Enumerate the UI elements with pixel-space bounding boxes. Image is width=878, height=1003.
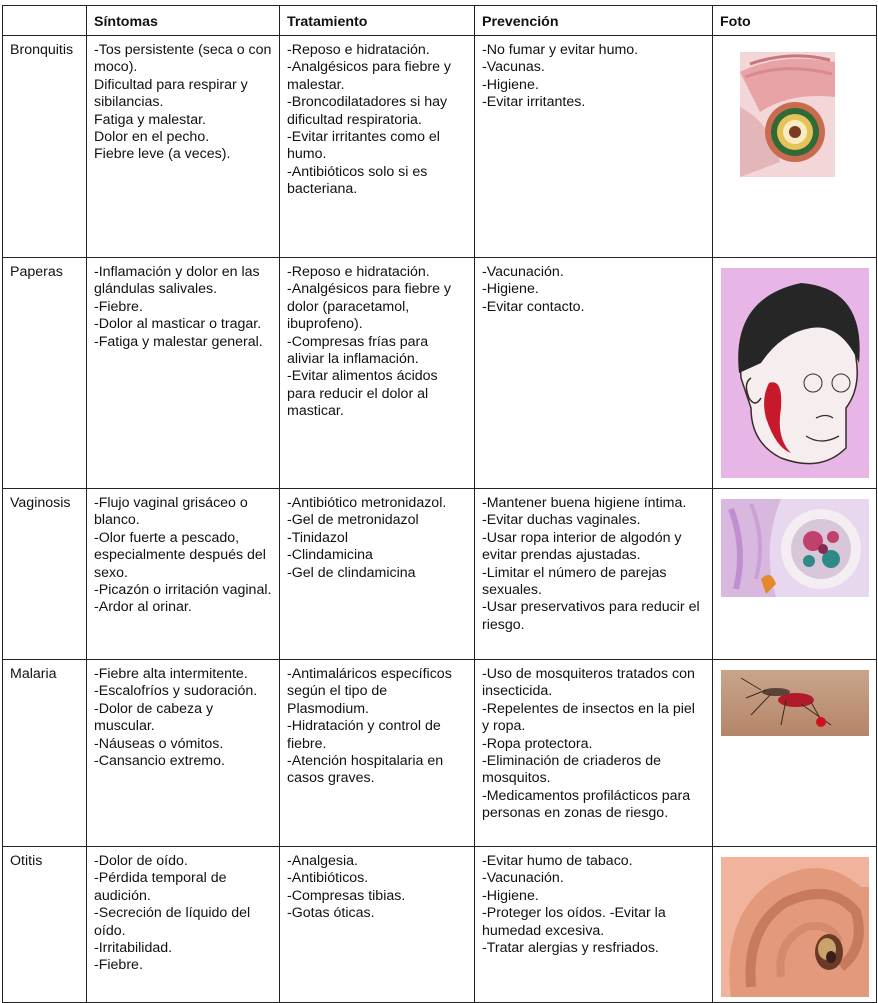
list-item: -No fumar y evitar humo.	[482, 42, 639, 58]
list-item: -Evitar alimentos ácidos para reducir el dolor al masticar.	[287, 368, 438, 420]
list-item: -Limitar el número de parejas sexuales.	[482, 564, 667, 599]
bronchus-cross-section-illustration	[740, 52, 840, 182]
list-item: -Evitar irritantes.	[482, 94, 586, 111]
list-item: -Reposo e hidratación.	[287, 42, 430, 58]
header-prevention: Prevención	[475, 6, 713, 36]
treatment-cell	[280, 847, 475, 1003]
list-item: -Proteger los oídos. -Evitar la humedad excesiva.	[482, 905, 666, 939]
treatment-cell	[280, 660, 475, 847]
prevention-cell	[475, 847, 713, 1003]
list-item: -Pérdida temporal de audición.	[94, 870, 227, 904]
list-item: -Vacunación.	[482, 870, 564, 887]
list-item: Dolor en el pecho.	[94, 129, 210, 146]
list-item: -Hidratación y control de fiebre.	[287, 718, 441, 752]
list-item: -Dolor de cabeza y muscular.	[94, 700, 214, 735]
list-item: -Higiene.	[482, 76, 539, 93]
list-item: -Antibióticos.	[287, 870, 369, 887]
child-swollen-parotid-illustration	[721, 268, 869, 478]
table-row	[3, 36, 877, 258]
photo-cell	[713, 847, 877, 1003]
diseases-table	[2, 5, 877, 1003]
list-item: -Fiebre.	[94, 298, 143, 315]
list-item: -Antimaláricos específicos según el tipo de Plasmodium.	[287, 666, 452, 717]
disease-name: Bronquitis	[3, 36, 87, 258]
infected-ear-photo	[721, 857, 869, 997]
list-item: -Higiene.	[482, 887, 539, 904]
list-item: -Escalofríos y sudoración.	[94, 683, 258, 700]
list-item: -Compresas frías para aliviar la inflamación.	[287, 333, 429, 368]
list-item: -Eliminación de criaderos de mosquitos.	[482, 753, 662, 787]
list-item: -Antibiótico metronidazol.	[287, 495, 447, 511]
list-item: -Dolor al masticar o tragar.	[94, 316, 262, 333]
list-item: -Evitar humo de tabaco.	[482, 853, 633, 869]
treatment-cell	[280, 258, 475, 489]
list-item: -Flujo vaginal grisáceo o blanco.	[94, 495, 248, 529]
photo-cell	[713, 489, 877, 660]
header-treatment: Tratamiento	[280, 6, 475, 36]
disease-name: Malaria	[3, 660, 87, 847]
list-item: -Gel de metronidazol	[287, 512, 419, 529]
list-item: -Cansancio extremo.	[94, 753, 225, 770]
disease-name: Vaginosis	[3, 489, 87, 660]
list-item: -Fiebre.	[94, 957, 143, 974]
list-item: -Tinidazol	[287, 529, 348, 546]
table-row	[3, 258, 877, 489]
photo-cell	[713, 36, 877, 258]
symptoms-cell	[87, 258, 280, 489]
mosquito-on-skin-photo	[721, 670, 869, 736]
list-item: -Analgesia.	[287, 853, 358, 869]
prevention-cell	[475, 660, 713, 847]
disease-name: Otitis	[3, 847, 87, 1003]
list-item: -Vacunación.	[482, 264, 564, 280]
list-item: -Higiene.	[482, 281, 539, 298]
prevention-cell	[475, 489, 713, 660]
photo-cell	[713, 660, 877, 847]
symptoms-cell	[87, 847, 280, 1003]
list-item: -Fatiga y malestar general.	[94, 333, 263, 350]
prevention-cell	[475, 36, 713, 258]
list-item: -Evitar contacto.	[482, 298, 585, 315]
list-item: -Compresas tibias.	[287, 887, 406, 904]
header-photo: Foto	[713, 6, 877, 36]
list-item: -Irritabilidad.	[94, 940, 173, 957]
list-item: -Fiebre alta intermitente.	[94, 666, 248, 682]
list-item: -Gel de clindamicina	[287, 564, 416, 581]
list-item: -Tos persistente (seca o con moco).	[94, 42, 272, 76]
list-item: -Analgésicos para fiebre y dolor (paracetamol, ibuprofeno).	[287, 281, 452, 333]
header-row	[3, 6, 877, 36]
list-item: -Dolor de oído.	[94, 853, 188, 869]
list-item: Fiebre leve (a veces).	[94, 146, 231, 163]
list-item: -Tratar alergias y resfriados.	[482, 940, 659, 957]
list-item: -Uso de mosquiteros tratados con insecticida.	[482, 666, 695, 700]
list-item: -Mantener buena higiene íntima.	[482, 495, 687, 511]
list-item: -Broncodilatadores si hay dificultad respiratoria.	[287, 94, 448, 128]
list-item: -Usar preservativos para reducir el riesgo.	[482, 599, 700, 633]
list-item: Fatiga y malestar.	[94, 111, 206, 128]
prevention-cell	[475, 258, 713, 489]
list-item: -Analgésicos para fiebre y malestar.	[287, 59, 452, 93]
list-item: -Picazón o irritación vaginal.	[94, 582, 272, 599]
list-item: -Medicamentos profilácticos para personas en zonas de riesgo.	[482, 787, 691, 822]
symptoms-cell	[87, 489, 280, 660]
treatment-cell	[280, 489, 475, 660]
header-name	[3, 6, 87, 36]
list-item: -Secreción de líquido del oído.	[94, 905, 251, 939]
list-item: -Ropa protectora.	[482, 735, 593, 752]
table-row	[3, 660, 877, 847]
bacteria-microscopic-illustration	[721, 499, 869, 597]
list-item: -Usar ropa interior de algodón y evitar prendas ajustadas.	[482, 529, 682, 564]
list-item: -Ardor al orinar.	[94, 599, 192, 616]
list-item: -Gotas óticas.	[287, 905, 375, 922]
header-symptoms: Síntomas	[87, 6, 280, 36]
disease-name: Paperas	[3, 258, 87, 489]
list-item: -Inflamación y dolor en las glándulas salivales.	[94, 264, 260, 298]
list-item: -Vacunas.	[482, 59, 545, 76]
list-item: -Reposo e hidratación.	[287, 264, 430, 280]
symptoms-cell	[87, 36, 280, 258]
list-item: Dificultad para respirar y sibilancias.	[94, 76, 248, 111]
list-item: -Evitar irritantes como el humo.	[287, 129, 440, 163]
treatment-cell	[280, 36, 475, 258]
table-row	[3, 489, 877, 660]
list-item: -Atención hospitalaria en casos graves.	[287, 753, 444, 787]
list-item: -Antibióticos solo si es bacteriana.	[287, 163, 428, 198]
list-item: -Repelentes de insectos en la piel y ropa.	[482, 700, 695, 735]
list-item: -Náuseas o vómitos.	[94, 735, 224, 752]
list-item: -Olor fuerte a pescado, especialmente después del sexo.	[94, 529, 266, 581]
symptoms-cell	[87, 660, 280, 847]
list-item: -Clindamicina	[287, 547, 373, 564]
photo-cell	[713, 258, 877, 489]
list-item: -Evitar duchas vaginales.	[482, 512, 641, 529]
table-row	[3, 847, 877, 1003]
